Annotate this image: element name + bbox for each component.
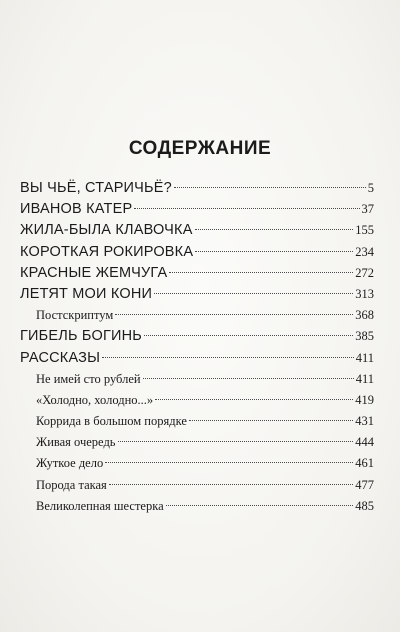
dot-leader	[144, 335, 353, 336]
toc-entry-title: Порода такая	[36, 477, 107, 492]
toc-entry-title: ЛЕТЯТ МОИ КОНИ	[20, 285, 153, 302]
toc-entry-page-number: 419	[355, 392, 374, 407]
toc-entry-page-number: 5	[367, 181, 374, 195]
dot-leader	[166, 505, 354, 506]
toc-entry-title: Не имей сто рублей	[36, 371, 141, 386]
toc-entry	[20, 284, 374, 305]
toc-entry-page-number: 431	[355, 414, 374, 429]
toc-entry-title: Постскриптум	[36, 308, 114, 323]
toc-entry	[20, 475, 374, 496]
dot-leader	[109, 484, 353, 485]
toc-entry	[20, 348, 374, 369]
toc-entry-page-number: 272	[355, 265, 374, 280]
dot-leader	[118, 441, 354, 442]
toc-entry	[20, 411, 374, 432]
dot-leader	[143, 378, 354, 379]
dot-leader	[102, 357, 354, 358]
dot-leader	[169, 272, 353, 273]
dot-leader	[195, 229, 354, 230]
dot-leader	[134, 208, 359, 209]
toc-entry-page-number: 234	[355, 244, 374, 259]
toc-entry-page-number: 477	[355, 477, 374, 492]
toc-entry	[20, 453, 374, 474]
toc-entry-page-number: 368	[355, 308, 374, 323]
toc-entry-title: КРАСНЫЕ ЖЕМЧУГА	[20, 264, 168, 281]
toc-entry	[20, 390, 374, 411]
toc-entry-title: КОРОТКАЯ РОКИРОВКА	[20, 243, 194, 260]
toc-entry	[20, 369, 374, 390]
toc-entry	[20, 242, 374, 263]
toc-entry-title: Живая очередь	[36, 435, 116, 450]
toc-entry	[20, 305, 374, 326]
toc-entry-page-number: 461	[355, 456, 374, 471]
toc-entry-title: ИВАНОВ КАТЕР	[20, 201, 133, 218]
toc-entry-title: ГИБЕЛЬ БОГИНЬ	[20, 328, 143, 345]
toc-entry	[20, 199, 374, 220]
toc-entry	[20, 432, 374, 453]
toc-entry-title: Великолепная шестерка	[36, 498, 164, 513]
toc-entry-page-number: 444	[355, 435, 374, 450]
toc-entry	[20, 263, 374, 284]
toc-entries	[20, 178, 374, 517]
toc-entry-page-number: 313	[355, 286, 374, 301]
toc-entry-title: ЖИЛА-БЫЛА КЛАВОЧКА	[20, 222, 193, 239]
toc-entry	[20, 178, 374, 199]
toc-entry-page-number: 37	[361, 202, 374, 217]
dot-leader	[115, 314, 353, 315]
toc-entry	[20, 220, 374, 241]
dot-leader	[195, 251, 353, 252]
toc-entry-title: ВЫ ЧЬЁ, СТАРИЧЬЁ?	[20, 180, 172, 196]
toc-entry-title: Жуткое дело	[36, 456, 104, 471]
dot-leader	[155, 399, 353, 400]
toc-entry-page-number: 385	[355, 329, 374, 344]
toc-entry-page-number: 411	[355, 371, 374, 386]
dot-leader	[189, 420, 353, 421]
toc-entry	[20, 326, 374, 347]
toc-entry-title: Коррида в большом порядке	[36, 414, 187, 429]
dot-leader	[105, 462, 353, 463]
dot-leader	[154, 293, 353, 294]
toc-entry-page-number: 411	[355, 350, 374, 365]
toc-entry	[20, 496, 374, 517]
toc-entry-title: «Холодно, холодно...»	[36, 392, 154, 407]
toc-heading: СОДЕРЖАНИЕ	[128, 138, 272, 159]
dot-leader	[174, 187, 366, 188]
toc-entry-page-number: 485	[355, 498, 374, 513]
toc-entry-title: РАССКАЗЫ	[20, 349, 101, 366]
toc-entry-page-number: 155	[355, 223, 374, 238]
